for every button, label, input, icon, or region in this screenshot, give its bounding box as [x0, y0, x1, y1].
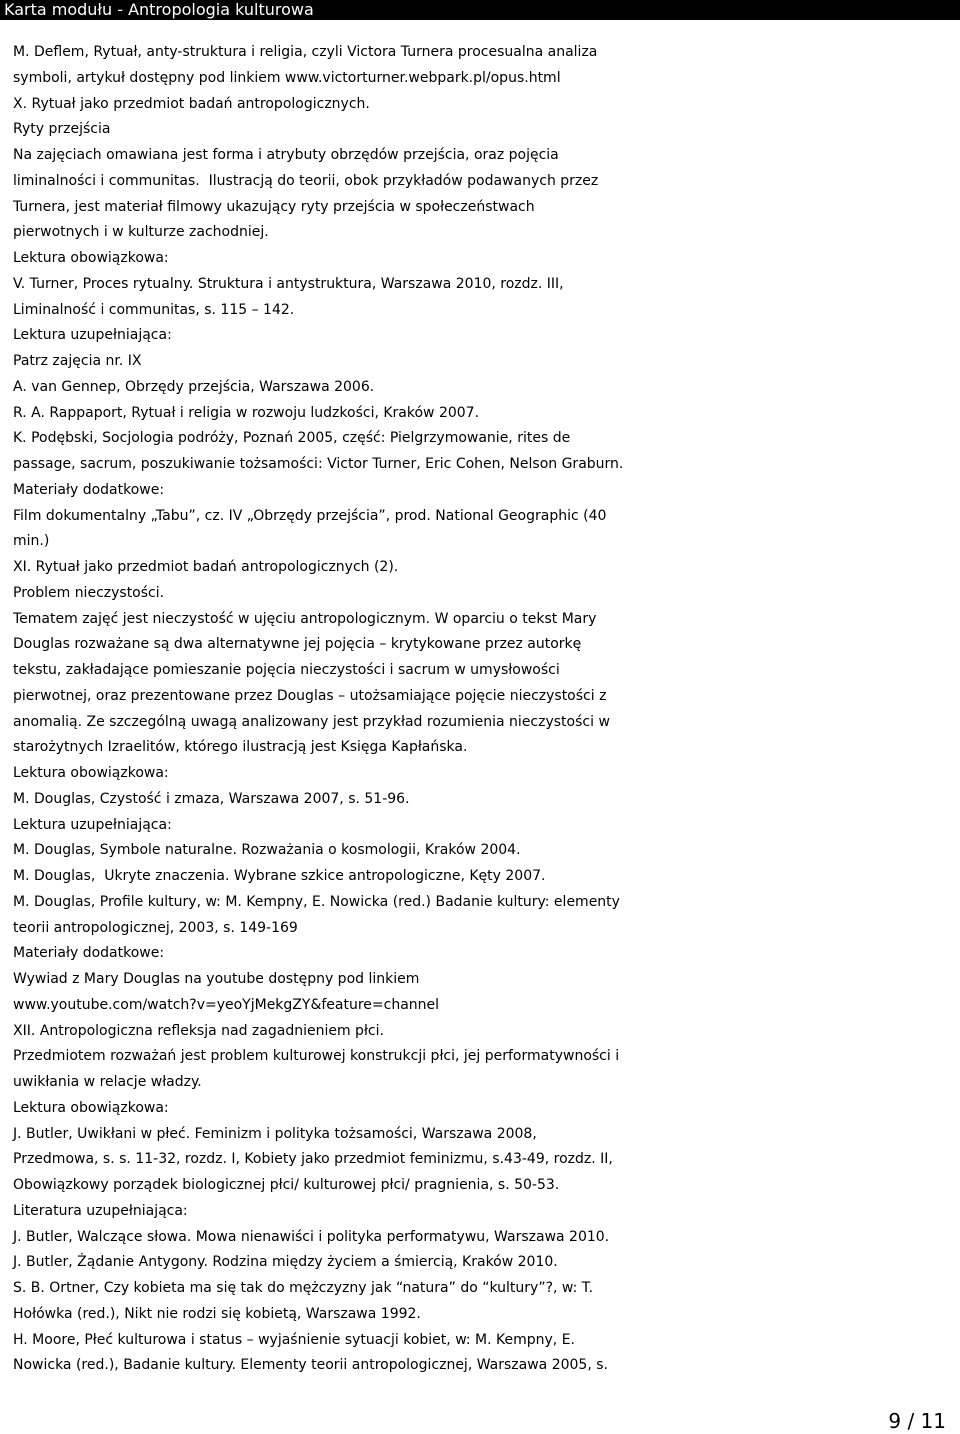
body-text-line: Wywiad z Mary Douglas na youtube dostępny pod linkiem: [13, 971, 420, 987]
body-text-line: Lektura uzupełniająca:: [13, 327, 172, 344]
body-text-line: Problem nieczystości.: [13, 584, 165, 601]
body-text-line: symboli, artykuł dostępny pod linkiem www.victorturner.webpark.pl/opus.html: [13, 69, 561, 86]
body-text-line: J. Butler, Walczące słowa. Mowa nienawiści i polityka performatywu, Warszawa 2010.: [13, 1228, 610, 1245]
body-text-line: M. Douglas, Ukryte znaczenia. Wybrane szkice antropologiczne, Kęty 2007.: [13, 868, 546, 884]
body-text-line: Przedmowa, s. s. 11-32, rozdz. I, Kobiety jako przedmiot feminizmu, s.43-49, rozdz. II,: [13, 1151, 613, 1168]
body-text-line: S. B. Ortner, Czy kobieta ma się tak do mężczyzny jak “natura” do “kultury”?, w: T.: [13, 1280, 594, 1296]
body-text-line: XI. Rytuał jako przedmiot badań antropologicznych (2).: [13, 559, 399, 575]
document-body: [13, 40, 953, 1379]
body-text-line: teorii antropologicznej, 2003, s. 149-169: [13, 919, 298, 936]
body-text-line: X. Rytuał jako przedmiot badań antropologicznych.: [13, 95, 370, 112]
body-text-line: K. Podębski, Socjologia podróży, Poznań 2005, część: Pielgrzymowanie, rites de: [13, 430, 571, 447]
body-text-line: R. A. Rappaport, Rytuał i religia w rozwoju ludzkości, Kraków 2007.: [13, 404, 480, 421]
body-text-line: starożytnych Izraelitów, którego ilustracją jest Księga Kapłańska.: [13, 739, 468, 756]
body-text-line: Materiały dodatkowe:: [13, 481, 165, 498]
body-text-line: Obowiązkowy porządek biologicznej płci/ kulturowej płci/ pragnienia, s. 50-53.: [13, 1177, 560, 1193]
body-text-line: Lektura obowiązkowa:: [13, 250, 169, 266]
body-text-line: Hołówka (red.), Nikt nie rodzi się kobietą, Warszawa 1992.: [13, 1305, 421, 1322]
body-text-line: XII. Antropologiczna refleksja nad zagadnieniem płci.: [13, 1022, 384, 1039]
body-text-line: pierwotnych i w kulturze zachodniej.: [13, 224, 269, 241]
body-text-line: www.youtube.com/watch?v=yeoYjMekgZY&feature=channel: [13, 996, 440, 1013]
document-title: Karta modułu - Antropologia kulturowa: [4, 0, 314, 19]
body-text-line: Liminalność i communitas, s. 115 – 142.: [13, 301, 295, 318]
body-text-line: Lektura obowiązkowa:: [13, 1099, 169, 1116]
body-text-line: min.): [13, 533, 50, 550]
body-text-line: J. Butler, Uwikłani w płeć. Feminizm i polityka tożsamości, Warszawa 2008,: [13, 1125, 537, 1142]
body-text-line: Ryty przejścia: [13, 121, 111, 138]
body-text-line: M. Douglas, Symbole naturalne. Rozważania o kosmologii, Kraków 2004.: [13, 842, 521, 859]
header-bar: [0, 0, 960, 20]
body-text-line: M. Douglas, Profile kultury, w: M. Kempny, E. Nowicka (red.) Badanie kultury: elementy: [13, 893, 620, 910]
body-text-line: M. Deflem, Rytuał, anty-struktura i religia, czyli Victora Turnera procesualna analiza: [13, 44, 598, 60]
body-text-line: Film dokumentalny „Tabu”, cz. IV „Obrzędy przejścia”, prod. National Geographic (40: [13, 507, 607, 524]
page-number: 9 / 11: [888, 1409, 946, 1433]
body-text-line: Przedmiotem rozważań jest problem kulturowej konstrukcji płci, jej performatywności i: [13, 1048, 620, 1065]
body-text-line: uwikłania w relacje władzy.: [13, 1074, 202, 1090]
body-text-line: pierwotnej, oraz prezentowane przez Douglas – utożsamiające pojęcie nieczystości z: [13, 687, 607, 704]
body-text-line: V. Turner, Proces rytualny. Struktura i antystruktura, Warszawa 2010, rozdz. III,: [13, 275, 564, 292]
body-text-line: M. Douglas, Czystość i zmaza, Warszawa 2007, s. 51-96.: [13, 790, 410, 807]
body-text-line: liminalności i communitas. Ilustracją do teorii, obok przykładów podawanych przez: [13, 172, 599, 189]
body-text-line: Materiały dodatkowe:: [13, 945, 165, 962]
body-text-line: Turnera, jest materiał filmowy ukazujący ryty przejścia w społeczeństwach: [13, 198, 535, 215]
body-text-line: tekstu, zakładające pomieszanie pojęcia nieczystości i sacrum w umysłowości: [13, 662, 560, 678]
body-text-line: Patrz zajęcia nr. IX: [13, 353, 142, 369]
body-text-line: Literatura uzupełniająca:: [13, 1202, 188, 1219]
body-text-line: passage, sacrum, poszukiwanie tożsamości: Victor Turner, Eric Cohen, Nelson Graburn.: [13, 456, 624, 472]
body-text-line: Tematem zajęć jest nieczystość w ujęciu antropologicznym. W oparciu o tekst Mary: [13, 610, 597, 627]
body-text-line: Na zajęciach omawiana jest forma i atrybuty obrzędów przejścia, oraz pojęcia: [13, 147, 559, 163]
body-text-line: J. Butler, Żądanie Antygony. Rodzina między życiem a śmiercią, Kraków 2010.: [13, 1254, 558, 1271]
body-text-line: anomalią. Ze szczególną uwagą analizowany jest przykład rozumienia nieczystości w: [13, 713, 610, 730]
body-text-line: Nowicka (red.), Badanie kultury. Elementy teorii antropologicznej, Warszawa 2005, s.: [13, 1357, 608, 1374]
body-text-line: H. Moore, Płeć kulturowa i status – wyjaśnienie sytuacji kobiet, w: M. Kempny, E.: [13, 1331, 575, 1348]
body-text-line: Lektura obowiązkowa:: [13, 765, 169, 781]
body-text-line: Lektura uzupełniająca:: [13, 816, 172, 833]
body-text-line: Douglas rozważane są dwa alternatywne jej pojęcia – krytykowane przez autorkę: [13, 636, 582, 653]
body-text-line: A. van Gennep, Obrzędy przejścia, Warszawa 2006.: [13, 378, 375, 395]
